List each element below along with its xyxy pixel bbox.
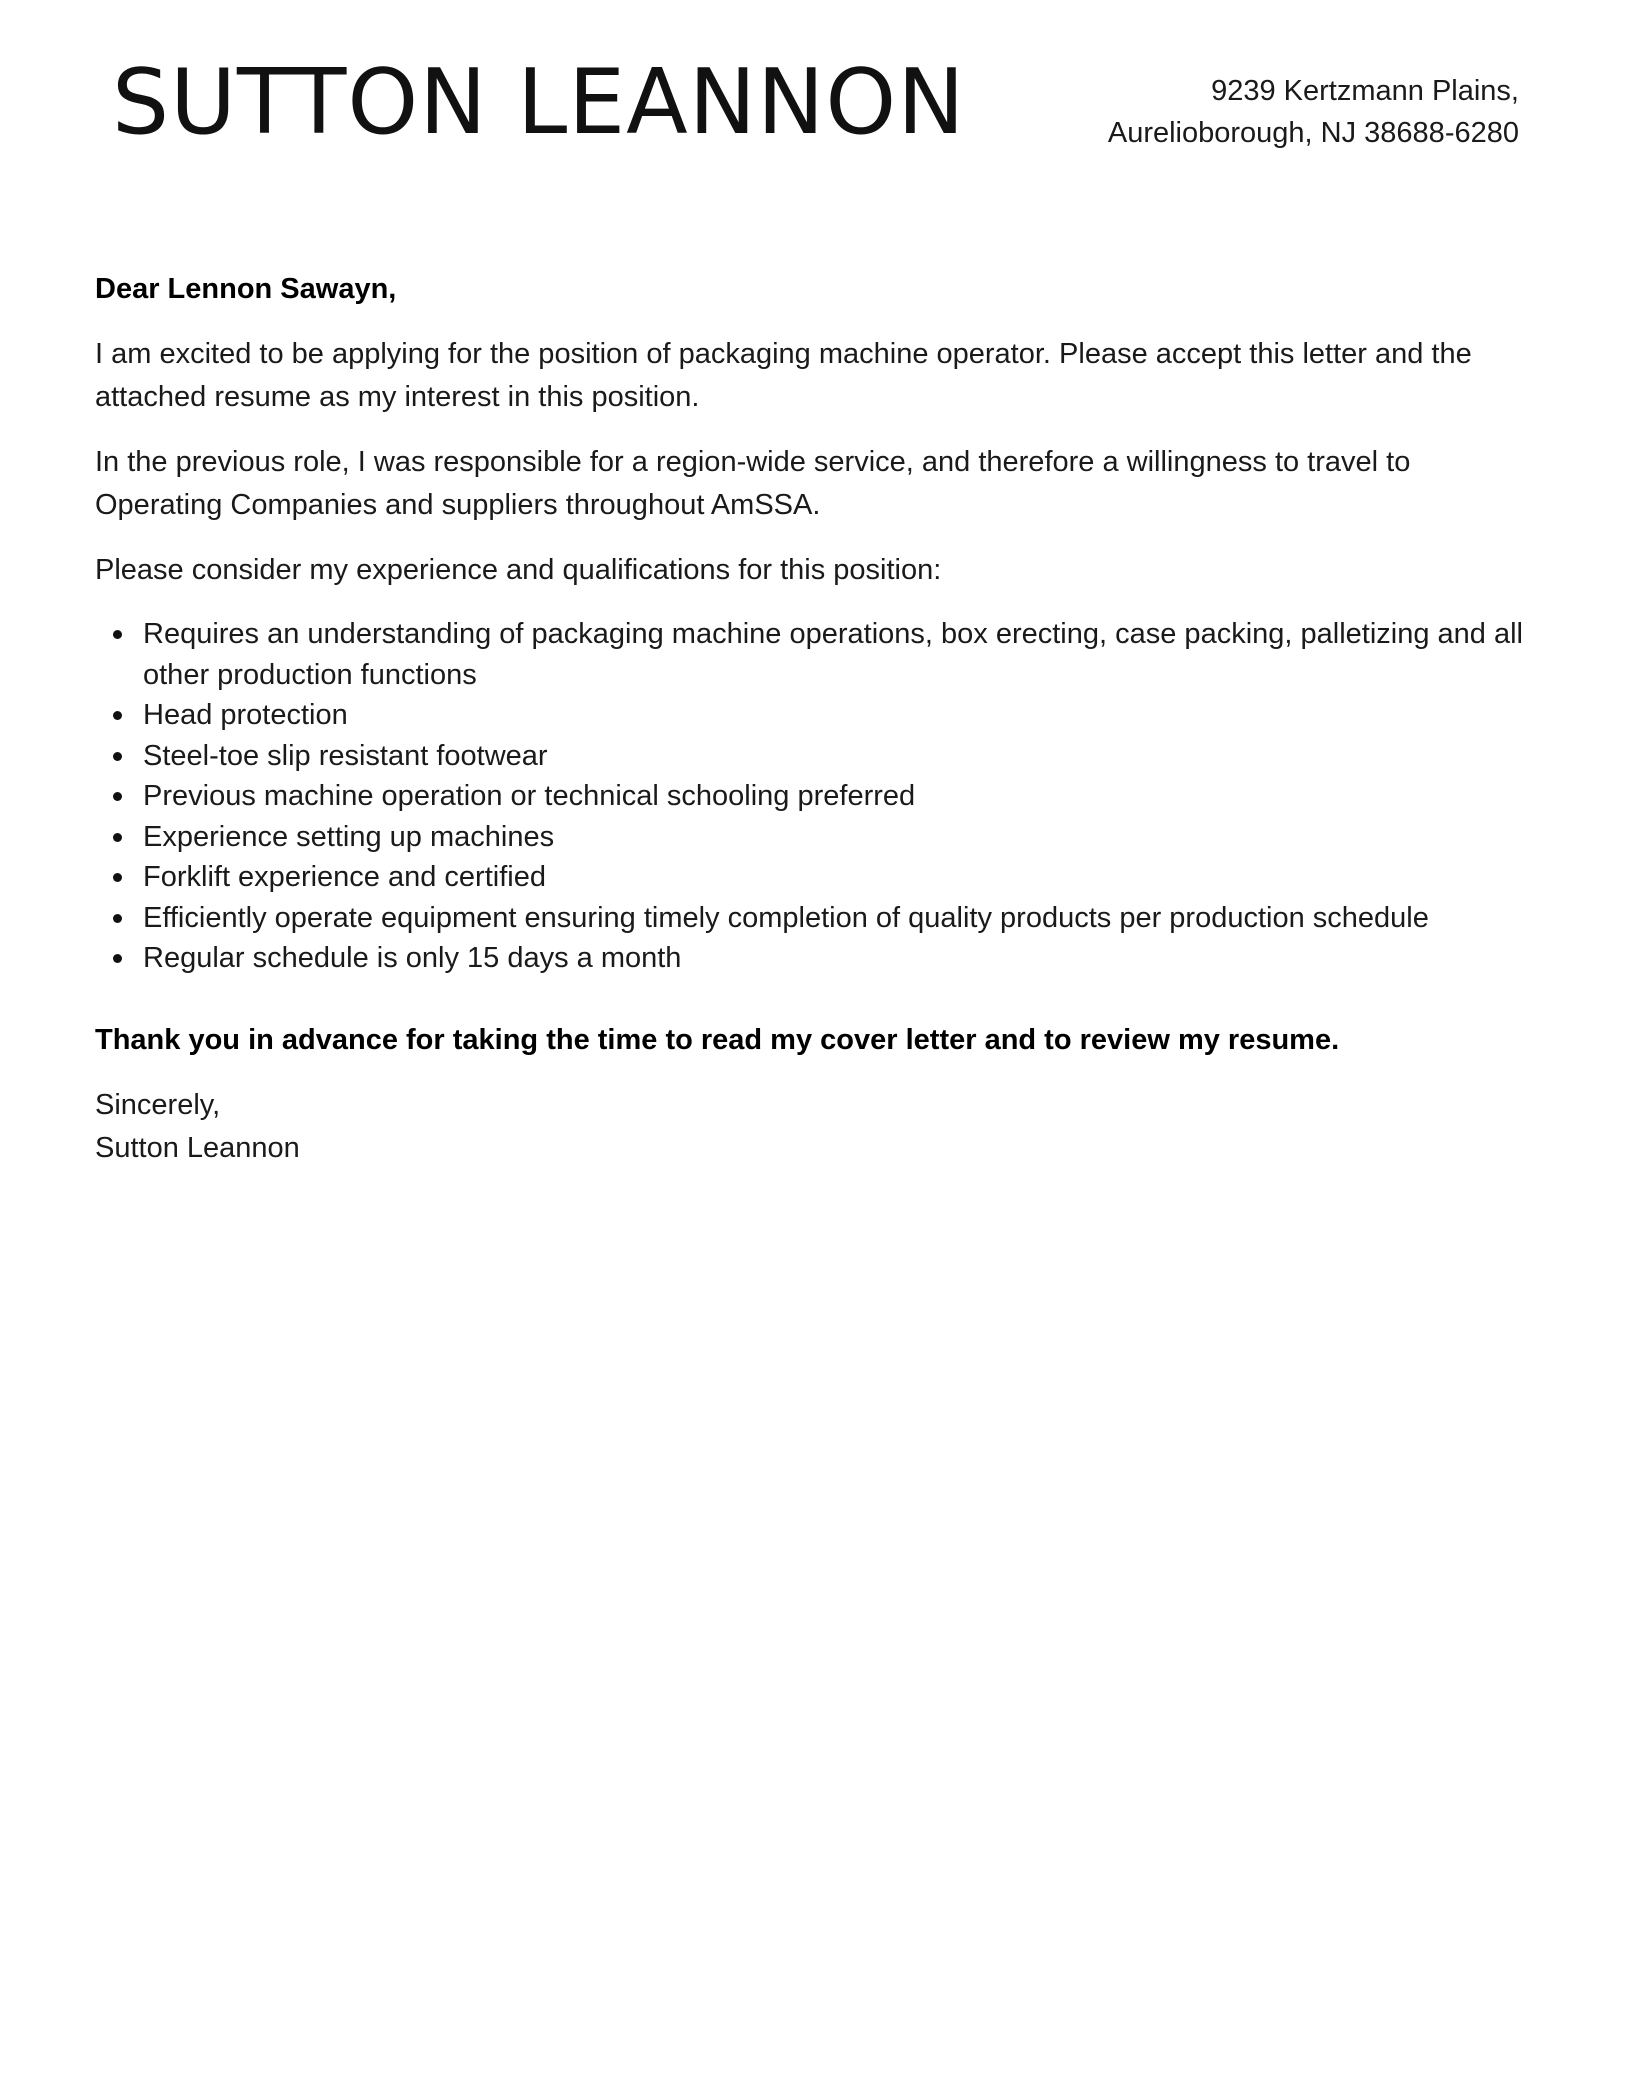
list-item bbox=[143, 857, 1545, 898]
paragraph-previous-role: In the previous role, I was responsible for a region-wide service, and therefore a willingness to travel to Operating Companies and suppliers throughout AmSSA. bbox=[95, 446, 1411, 521]
closing-statement: Thank you in advance for taking the time to read my cover letter and to review my resume. bbox=[95, 1023, 1340, 1056]
list-item-text: Previous machine operation or technical schooling preferred bbox=[143, 780, 916, 812]
list-item-text: Efficiently operate equipment ensuring timely completion of quality products per production schedule bbox=[143, 901, 1429, 934]
bullet-icon bbox=[113, 914, 122, 923]
list-item bbox=[143, 817, 1545, 858]
list-item-text: Forklift experience and certified bbox=[143, 861, 546, 893]
bullet-icon bbox=[113, 630, 122, 639]
signoff: Sincerely, bbox=[95, 1088, 221, 1121]
bullet-icon bbox=[113, 711, 122, 720]
paragraph-intro: I am excited to be applying for the position of packaging machine operator. Please accept this letter and the attached resume as my interest in this position. bbox=[95, 338, 1472, 413]
list-item bbox=[143, 736, 1545, 777]
bullet-icon bbox=[113, 752, 122, 761]
list-item-text: Experience setting up machines bbox=[143, 820, 555, 853]
list-item bbox=[143, 938, 1545, 979]
list-item bbox=[143, 776, 1545, 817]
applicant-name: SUTTON LEANNON bbox=[112, 50, 966, 155]
letter-header bbox=[0, 0, 1632, 200]
qualifications-list bbox=[143, 614, 1545, 979]
signoff-block bbox=[95, 1084, 1545, 1170]
list-item bbox=[143, 695, 1545, 736]
list-item bbox=[143, 898, 1545, 939]
address-line-2: Aurelioborough, NJ 38688-6280 bbox=[1107, 117, 1519, 149]
applicant-address bbox=[1108, 70, 1519, 154]
list-item bbox=[143, 614, 1545, 695]
list-item-text: Requires an understanding of packaging machine operations, box erecting, case packing, palletizing and all other production functions bbox=[143, 618, 1523, 691]
letter-body bbox=[95, 268, 1545, 1170]
paragraph-qualifications-intro: Please consider my experience and qualifications for this position: bbox=[95, 554, 942, 586]
list-item-text: Head protection bbox=[143, 699, 348, 731]
salutation: Dear Lennon Sawayn, bbox=[95, 273, 397, 305]
signature-name: Sutton Leannon bbox=[95, 1131, 300, 1164]
bullet-icon bbox=[113, 954, 122, 963]
bullet-icon bbox=[113, 833, 122, 842]
list-item-text: Regular schedule is only 15 days a month bbox=[143, 942, 682, 974]
bullet-icon bbox=[113, 873, 122, 882]
address-line-1: 9239 Kertzmann Plains, bbox=[1211, 75, 1519, 107]
list-item-text: Steel-toe slip resistant footwear bbox=[143, 739, 548, 772]
bullet-icon bbox=[113, 792, 122, 801]
